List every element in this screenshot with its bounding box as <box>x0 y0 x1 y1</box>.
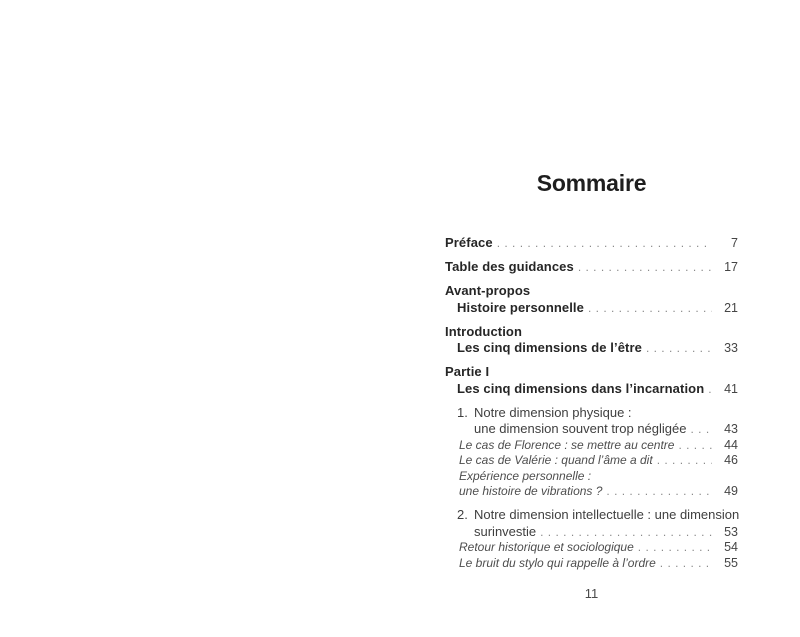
toc-page-number: 17 <box>724 260 738 274</box>
toc-page-number: 41 <box>724 381 738 396</box>
toc-entry-label: Le bruit du stylo qui rappelle à l’ordre <box>459 555 656 570</box>
toc-entry-number: 1. <box>457 404 468 420</box>
toc-page-number: 55 <box>724 555 738 570</box>
toc-entry-label: Le cas de Florence : se mettre au centre <box>459 437 675 452</box>
dot-leader <box>606 484 712 500</box>
toc-entry-heading: Avant-propos <box>445 283 531 298</box>
toc-entry <box>445 405 738 438</box>
toc-entry-label: une dimension souvent trop négligée <box>474 421 687 436</box>
page-title: Sommaire <box>536 170 647 196</box>
toc-entry-label: Les cinq dimensions de l’être <box>457 340 642 355</box>
toc-entry <box>445 324 738 357</box>
toc-entry-label: Le cas de Valérie : quand l’âme a dit <box>459 453 653 467</box>
toc-row <box>445 381 738 398</box>
toc-entry-heading: Introduction <box>445 323 523 339</box>
toc-entry <box>445 556 738 572</box>
toc-page-number: 46 <box>724 453 738 467</box>
toc-row <box>445 507 738 524</box>
toc-entry-label: Expérience personnelle : <box>459 468 592 483</box>
toc-entry-label: Notre dimension physique : <box>474 404 632 420</box>
toc-page-number: 21 <box>724 300 738 315</box>
toc-row <box>445 283 738 300</box>
dot-leader <box>678 438 712 454</box>
toc-row <box>445 300 738 317</box>
toc-entry-label: une histoire de vibrations ? <box>459 484 603 498</box>
table-of-contents <box>445 235 738 571</box>
toc-entry-heading: Partie I <box>445 364 490 379</box>
toc-page-number: 54 <box>724 540 738 554</box>
toc-row <box>445 421 738 438</box>
toc-entry-number: 2. <box>457 507 468 522</box>
dot-leader <box>540 524 712 541</box>
toc-row <box>445 540 738 556</box>
toc-page-number: 7 <box>731 236 738 250</box>
toc-entry <box>445 453 738 469</box>
toc-entry <box>445 283 738 316</box>
toc-entry-label: Retour historique et sociologique <box>459 540 634 554</box>
toc-row <box>445 235 738 252</box>
toc-page-number: 53 <box>724 524 738 539</box>
toc-entry <box>445 259 738 276</box>
dot-leader <box>657 453 712 469</box>
toc-entry <box>445 507 738 540</box>
toc-entry-label: surinvestie <box>474 523 537 539</box>
toc-row <box>445 324 738 341</box>
toc-row <box>445 259 738 276</box>
toc-row <box>445 364 738 381</box>
dot-leader <box>708 381 712 398</box>
toc-entry <box>445 364 738 397</box>
toc-entry-label: Préface <box>445 235 493 250</box>
toc-row <box>445 405 738 422</box>
toc-row <box>445 340 738 357</box>
toc-row <box>445 556 738 572</box>
dot-leader <box>588 300 712 317</box>
dot-leader <box>578 259 712 276</box>
toc-entry-label: Histoire personnelle <box>457 299 584 315</box>
dot-leader <box>646 340 712 357</box>
toc-entry <box>445 235 738 252</box>
toc-page-number: 49 <box>724 484 738 498</box>
toc-row <box>445 484 738 500</box>
toc-page-number: 44 <box>724 437 738 452</box>
toc-entry <box>445 438 738 454</box>
folio-page-number: 11 <box>584 586 599 601</box>
toc-entry-label: Les cinq dimensions dans l’incarnation <box>457 380 705 396</box>
toc-entry-label: Notre dimension intellectuelle : une dimension <box>474 507 740 522</box>
dot-leader <box>638 540 712 556</box>
toc-entry-label: Table des guidances <box>445 259 574 274</box>
toc-row <box>445 524 738 541</box>
toc-row <box>445 438 738 454</box>
dot-leader <box>690 421 712 438</box>
toc-row <box>445 453 738 469</box>
dot-leader <box>660 556 712 572</box>
toc-page-number: 43 <box>724 422 738 436</box>
dot-leader <box>497 235 712 252</box>
toc-page-number: 33 <box>724 341 738 355</box>
toc-entry <box>445 540 738 556</box>
toc-row <box>445 469 738 485</box>
toc-entry <box>445 469 738 500</box>
